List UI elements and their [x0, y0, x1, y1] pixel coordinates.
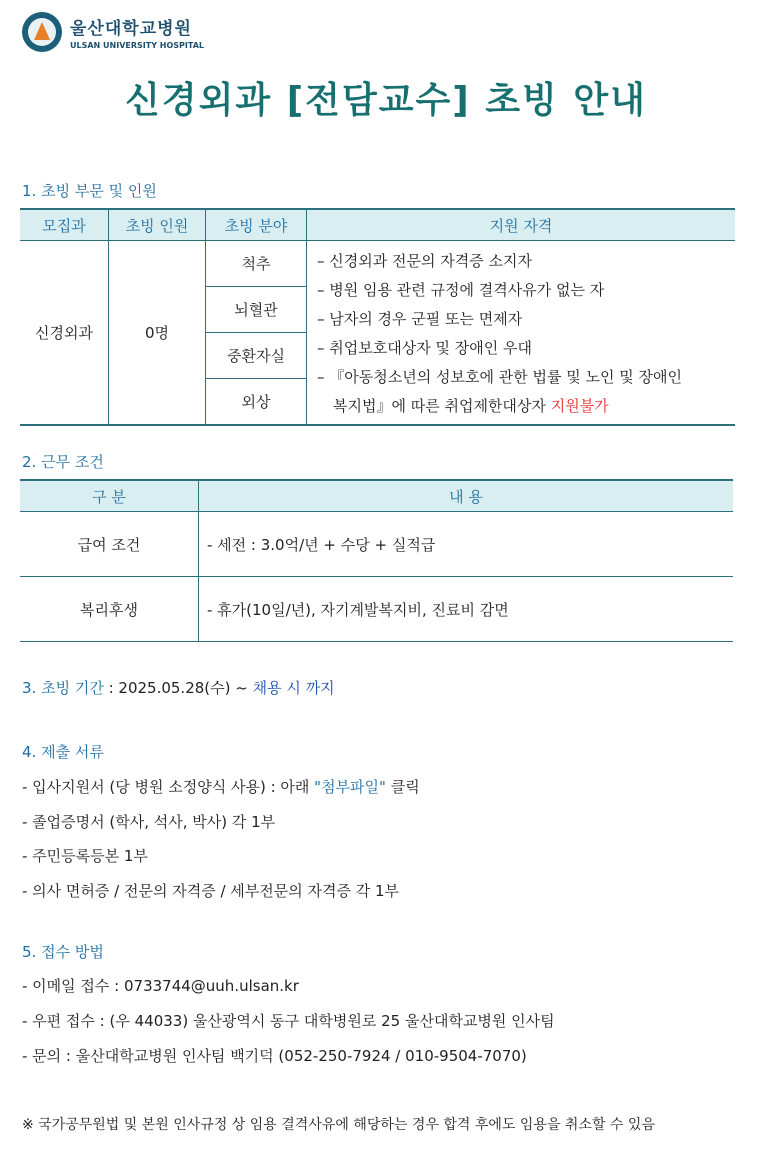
field-trauma: 외상 — [206, 379, 307, 426]
hospital-logo — [22, 12, 204, 52]
benefits-label: 복리후생 — [20, 577, 199, 642]
document-item: - 의사 면허증 / 전문의 자격증 / 세부전문의 자격증 각 1부 — [22, 882, 400, 900]
page-title: 신경외과 [전담교수] 초빙 안내 — [125, 80, 647, 121]
email-contact: - 이메일 접수 : 0733744@uuh.ulsan.kr — [22, 977, 299, 995]
inquiry-contact: - 문의 : 울산대학교병원 인사팀 백기덕 (052-250-7924 / 010-9504-7070) — [22, 1047, 527, 1065]
header-content: 내 용 — [199, 480, 734, 512]
field-icu: 중환자실 — [206, 333, 307, 379]
section3-period: 3. 초빙 기간 : 2025.05.28(수) ~ 채용 시 까지 — [22, 679, 335, 697]
hospital-emblem-icon — [22, 12, 62, 52]
qualification-item-last: 복지법』에 따른 취업제한대상자 지원불가 — [333, 397, 609, 415]
qualification-item: – 남자의 경우 군필 또는 면제자 — [317, 310, 523, 328]
section2-heading: 2. 근무 조건 — [22, 453, 104, 471]
qualification-cell — [307, 241, 736, 426]
mail-contact: - 우편 접수 : (우 44033) 울산광역시 동구 대학병원로 25 울산대학교병원 인사팀 — [22, 1012, 555, 1030]
document-item: - 졸업증명서 (학사, 석사, 박사) 각 1부 — [22, 813, 276, 831]
logo-name-english: ULSAN UNIVERSITY HOSPITAL — [70, 41, 205, 50]
period-highlight: 채용 시 까지 — [252, 679, 335, 697]
document-item: - 주민등록등본 1부 — [22, 847, 148, 865]
salary-content: - 세전 : 3.0억/년 + 수당 + 실적급 — [199, 512, 734, 577]
logo-name-korean: 울산대학교병원 — [70, 19, 192, 39]
qualification-item: – 『아동청소년의 성보호에 관한 법률 및 노인 및 장애인 — [317, 368, 682, 386]
recruitment-table — [20, 208, 735, 426]
salary-label: 급여 조건 — [20, 512, 199, 577]
not-eligible-label: 지원불가 — [550, 397, 609, 415]
header-department: 모집과 — [20, 209, 109, 241]
section5-heading: 5. 접수 방법 — [22, 943, 104, 961]
benefits-content: - 휴가(10일/년), 자기계발복지비, 진료비 감면 — [199, 577, 734, 642]
table-row — [20, 577, 733, 642]
document-item: - 입사지원서 (당 병원 소정양식 사용) : 아래 "첨부파일" 클릭 — [22, 778, 420, 796]
field-spine: 척추 — [206, 241, 307, 287]
header-category: 구 분 — [20, 480, 199, 512]
header-field: 초빙 분야 — [206, 209, 307, 241]
header-count: 초빙 인원 — [109, 209, 206, 241]
qualification-item: – 취업보호대상자 및 장애인 우대 — [317, 339, 532, 357]
section1-heading: 1. 초빙 부문 및 인원 — [22, 182, 157, 200]
department-cell: 신경외과 — [20, 241, 109, 426]
header-qualification: 지원 자격 — [307, 209, 736, 241]
table-row — [20, 512, 733, 577]
footnote: ※ 국가공무원법 및 본원 인사규정 상 임용 결격사유에 해당하는 경우 합격 후에도 임용을 취소할 수 있음 — [22, 1117, 655, 1133]
count-cell: 0명 — [109, 241, 206, 426]
attachment-link[interactable]: "첨부파일" — [314, 778, 386, 796]
section4-heading: 4. 제출 서류 — [22, 743, 104, 761]
conditions-table — [20, 479, 733, 642]
qualification-item: – 신경외과 전문의 자격증 소지자 — [317, 252, 532, 270]
field-cerebrovascular: 뇌혈관 — [206, 287, 307, 333]
qualification-item: – 병원 임용 관련 규정에 결격사유가 없는 자 — [317, 281, 605, 299]
